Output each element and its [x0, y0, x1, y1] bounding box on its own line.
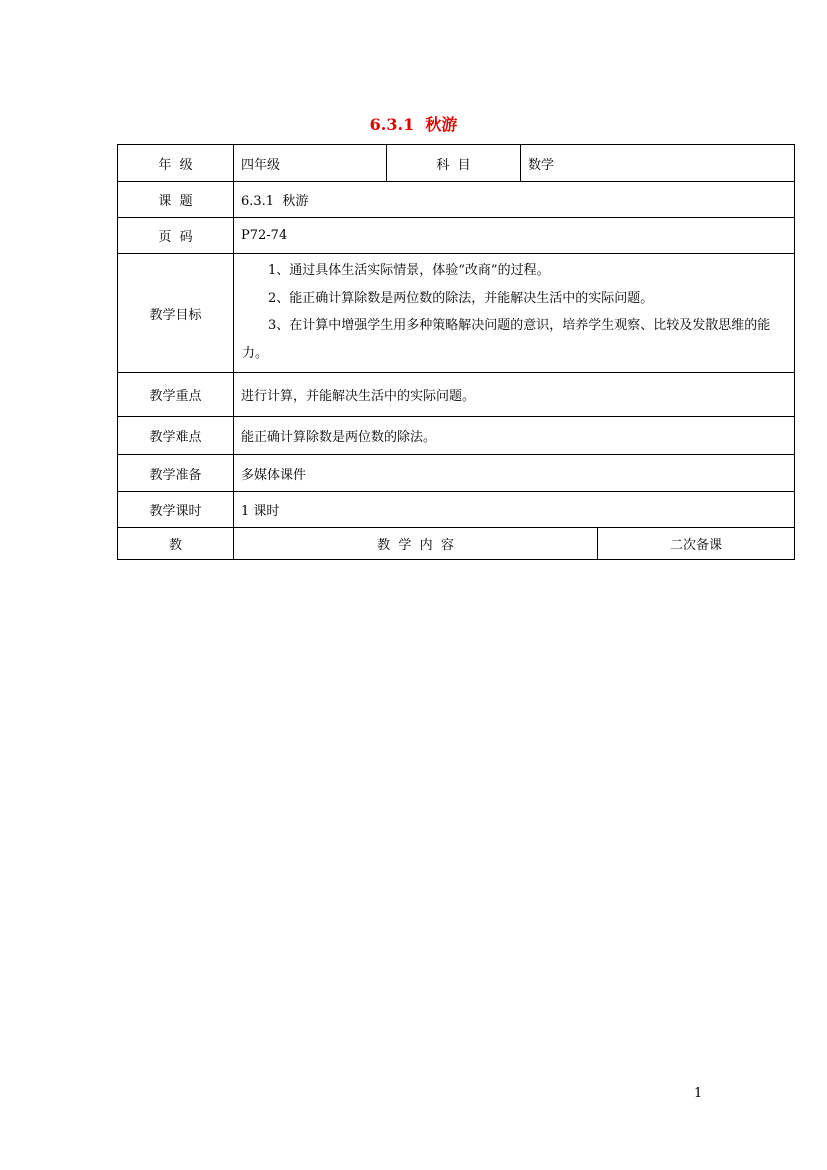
difficulties-value: 能正确计算除数是两位数的除法。: [234, 417, 795, 455]
preparation-value: 多媒体课件: [234, 455, 795, 492]
pages-value: P72-74: [234, 218, 795, 254]
page-number: 1: [694, 1086, 703, 1101]
lesson-plan-table: [117, 144, 795, 560]
preparation-label: 教学准备: [118, 455, 234, 492]
teaching-col-header: 教: [118, 528, 234, 560]
preparation-row: [118, 455, 795, 492]
topic-row: [118, 182, 795, 218]
difficulties-label: 教学难点: [118, 417, 234, 455]
subject-label: 科 目: [387, 145, 521, 182]
second-prep-header: 二次备课: [598, 528, 795, 560]
document-title: 6.3.1 秋游: [369, 115, 458, 134]
goal-item: 1、通过具体生活实际情景，体验“改商”的过程。: [268, 263, 550, 278]
difficulties-row: [118, 417, 795, 455]
goals-row: [118, 254, 795, 373]
goals-list: [234, 254, 795, 373]
pages-row: [118, 218, 795, 254]
grade-label: 年 级: [118, 145, 234, 182]
hours-row: [118, 492, 795, 528]
subject-value: 数学: [521, 145, 795, 182]
hours-value: 1 课时: [234, 492, 795, 528]
grade-row: [118, 145, 795, 182]
hours-label: 教学课时: [118, 492, 234, 528]
topic-value: 6.3.1 秋游: [234, 182, 795, 218]
pages-label: 页 码: [118, 218, 234, 254]
goal-item: 3、在计算中增强学生用多种策略解决问题的意识，培养学生观察、比较及发散思维的能力。: [242, 318, 771, 361]
topic-label: 课 题: [118, 182, 234, 218]
key-points-value: 进行计算，并能解决生活中的实际问题。: [234, 373, 795, 417]
goals-label: 教学目标: [118, 254, 234, 373]
key-points-row: [118, 373, 795, 417]
content-header-row: [118, 528, 795, 560]
grade-value: 四年级: [234, 145, 387, 182]
teaching-content-header: 教 学 内 容: [234, 528, 598, 560]
key-points-label: 教学重点: [118, 373, 234, 417]
goal-item: 2、能正确计算除数是两位数的除法，并能解决生活中的实际问题。: [268, 291, 654, 306]
